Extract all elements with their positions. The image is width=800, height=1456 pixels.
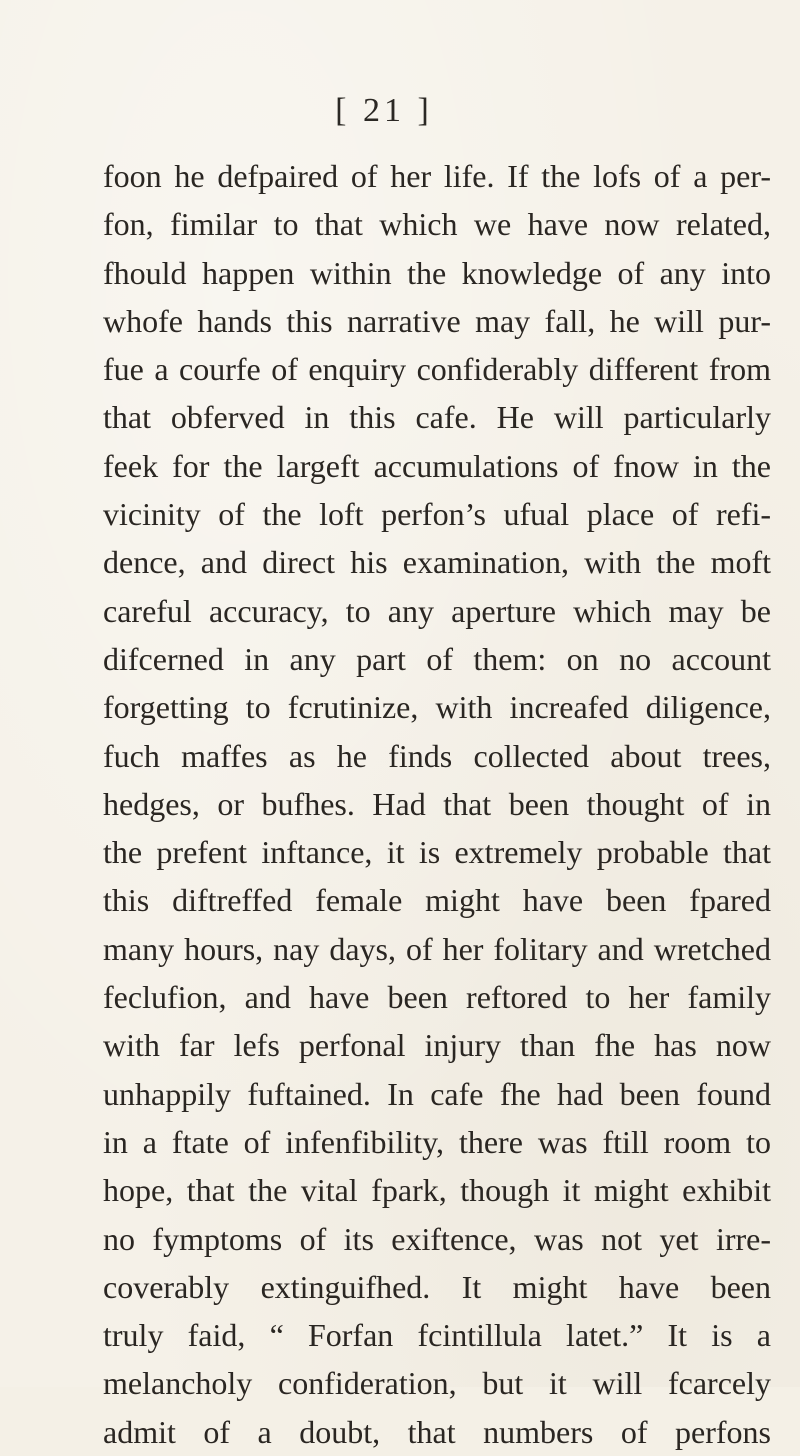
text-line: no fymptoms of its exiftence, was not yet irre- [103,1220,771,1257]
text-line: difcerned in any part of them: on no account [103,640,771,677]
text-line: fuch maffes as he finds collected about trees, [103,737,771,774]
text-line: feek for the largeft accumulations of fnow in the [103,447,771,484]
text-line: unhappily fuftained. In cafe fhe had been found [103,1075,771,1112]
text-line: that obferved in this cafe. He will particularly [103,399,771,436]
body-text [103,152,771,1456]
text-line: fon, fimilar to that which we have now related, [103,206,771,243]
text-line: coverably extinguifhed. It might have been [103,1268,771,1305]
text-line: dence, and direct his examination, with the moft [103,544,771,581]
page-number: [ 21 ] [335,92,433,129]
text-line: with far lefs perfonal injury than fhe has now [103,1027,771,1064]
text-line: this diftreffed female might have been fpared [103,882,771,919]
text-line: fhould happen within the knowledge of any into [103,254,771,291]
text-line: admit of a doubt, that numbers of perfons [103,1413,771,1450]
text-line: many hours, nay days, of her folitary and wretched [103,930,771,967]
text-line: vicinity of the loft perfon’s ufual place of refi- [103,496,771,533]
text-line: forgetting to fcrutinize, with increafed diligence, [103,689,771,726]
text-line: hope, that the vital fpark, though it might exhibit [103,1172,771,1209]
text-line: melancholy confideration, but it will fcarcely [103,1365,771,1402]
text-line: whofe hands this narrative may fall, he will pur- [103,302,771,339]
text-line: careful accuracy, to any aperture which may be [103,592,771,629]
text-line: foon he defpaired of her life. If the lofs of a per- [103,158,771,194]
text-line: hedges, or bufhes. Had that been thought of in [103,785,771,822]
text-line: feclufion, and have been reftored to her family [103,979,771,1016]
text-line: truly faid, “ Forfan fcintillula latet.” It is a [103,1317,771,1354]
text-line: the prefent inftance, it is extremely probable that [103,834,771,871]
text-line: fue a courfe of enquiry confiderably different from [103,351,771,388]
text-line: in a ftate of infenfibility, there was ftill room to [103,1123,771,1160]
